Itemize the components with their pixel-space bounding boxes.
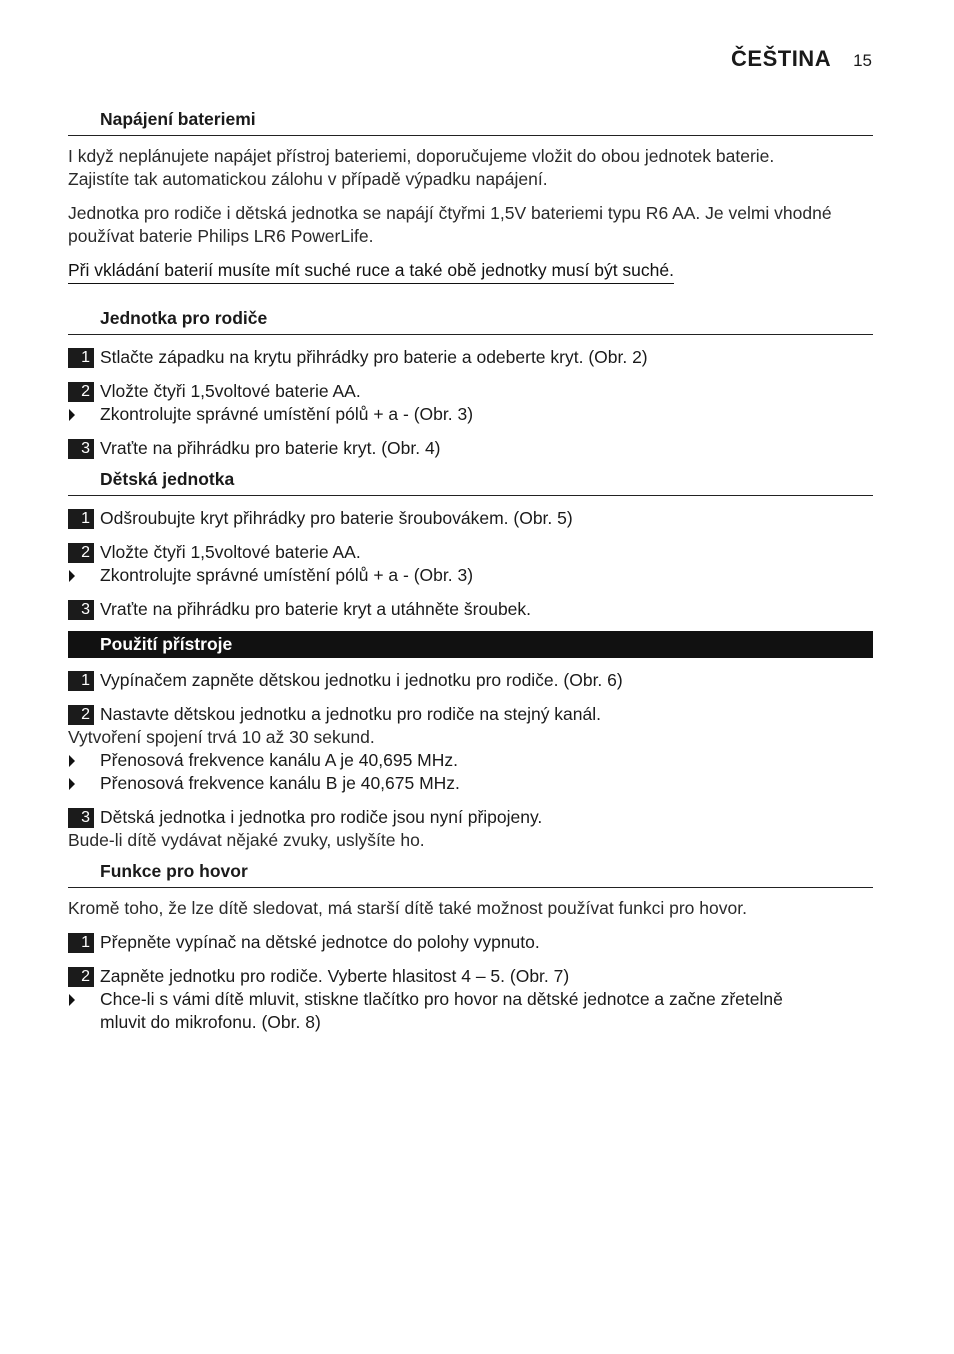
- usage-bullet-b: [68, 772, 873, 795]
- bullet-text-line1: Chce-li s vámi dítě mluvit, stiskne tlačítko pro hovor na dětské jednotce a začne zřetelně: [100, 989, 783, 1009]
- baby-step-1: [68, 507, 873, 530]
- step-number: 3: [68, 439, 94, 459]
- talk-bullet: [68, 988, 873, 1034]
- baby-step-2: [68, 541, 873, 564]
- bullet-triangle-icon: [69, 409, 75, 421]
- step-text: Přepněte vypínač na dětské jednotce do polohy vypnuto.: [100, 932, 540, 952]
- section-title-talk: Funkce pro hovor: [68, 856, 873, 888]
- batteries-warning: Při vkládání baterií musíte mít suché ruce a také obě jednotky musí být suché.: [68, 259, 674, 284]
- batteries-paragraph-2: [68, 202, 873, 248]
- step-number: 2: [68, 705, 94, 725]
- step-number: 1: [68, 933, 94, 953]
- step-text: Zapněte jednotku pro rodiče. Vyberte hlasitost 4 – 5. (Obr. 7): [100, 966, 570, 986]
- talk-intro: Kromě toho, že lze dítě sledovat, má starší dítě také možnost používat funkci pro hovor.: [68, 898, 747, 918]
- page-header: [731, 46, 872, 72]
- step-text: Vložte čtyři 1,5voltové baterie AA.: [100, 542, 361, 562]
- step-number: 2: [68, 543, 94, 563]
- bullet-text: Přenosová frekvence kanálu B je 40,675 MHz.: [100, 773, 460, 793]
- usage-step-3: [68, 806, 873, 829]
- step-text: Vložte čtyři 1,5voltové baterie AA.: [100, 381, 361, 401]
- step-text: Vraťte na přihrádku pro baterie kryt a utáhněte šroubek.: [100, 599, 532, 619]
- step-number: 2: [68, 382, 94, 402]
- step-text: Vypínačem zapněte dětskou jednotku i jednotku pro rodiče. (Obr. 6): [100, 670, 623, 690]
- parent-bullet: [68, 403, 873, 426]
- usage-step-2: [68, 703, 873, 726]
- section-title-batteries: Napájení bateriemi: [68, 104, 873, 136]
- section-title-parent-unit: Jednotka pro rodiče: [68, 303, 873, 335]
- baby-bullet: [68, 564, 873, 587]
- bullet-text-line2: mluvit do mikrofonu. (Obr. 8): [100, 1012, 321, 1032]
- step-number: 3: [68, 808, 94, 828]
- parent-step-1: [68, 346, 873, 369]
- step-text: Nastavte dětskou jednotku a jednotku pro rodiče na stejný kanál.: [100, 704, 602, 724]
- step-text: Odšroubujte kryt přihrádky pro baterie šroubovákem. (Obr. 5): [100, 508, 573, 528]
- baby-step-3: [68, 598, 873, 621]
- step-number: 2: [68, 967, 94, 987]
- section-title-baby-unit: Dětská jednotka: [68, 464, 873, 496]
- step-text: Vraťte na přihrádku pro baterie kryt. (Obr. 4): [100, 438, 441, 458]
- batteries-para1-line1: I když neplánujete napájet přístroj bateriemi, doporučujeme vložit do obou jednotek baterie.: [68, 146, 775, 166]
- bullet-triangle-icon: [69, 755, 75, 767]
- step-text: Dětská jednotka i jednotka pro rodiče jsou nyní připojeny.: [100, 807, 543, 827]
- page-content: [68, 104, 873, 1034]
- talk-step-2: [68, 965, 873, 988]
- parent-step-2: [68, 380, 873, 403]
- usage-bullet-a: [68, 749, 873, 772]
- step-number: 3: [68, 600, 94, 620]
- section-title-usage: Použití přístroje: [68, 631, 873, 658]
- step-number: 1: [68, 348, 94, 368]
- batteries-para2-line2: používat baterie Philips LR6 PowerLife.: [68, 226, 374, 246]
- bullet-triangle-icon: [69, 570, 75, 582]
- step-text: Stlačte západku na krytu přihrádky pro baterie a odeberte kryt. (Obr. 2): [100, 347, 648, 367]
- bullet-text: Zkontrolujte správné umístění pólů + a - (Obr. 3): [100, 565, 474, 585]
- bullet-triangle-icon: [69, 778, 75, 790]
- usage-step-1: [68, 669, 873, 692]
- bullet-text: Zkontrolujte správné umístění pólů + a - (Obr. 3): [100, 404, 474, 424]
- usage-note-connection: Vytvoření spojení trvá 10 až 30 sekund.: [68, 727, 375, 747]
- bullet-triangle-icon: [69, 994, 75, 1006]
- batteries-paragraph-1: [68, 145, 873, 191]
- page-number: 15: [853, 51, 872, 70]
- usage-note-sounds: Bude-li dítě vydávat nějaké zvuky, uslyšíte ho.: [68, 830, 425, 850]
- bullet-text: Přenosová frekvence kanálu A je 40,695 MHz.: [100, 750, 458, 770]
- step-number: 1: [68, 509, 94, 529]
- step-number: 1: [68, 671, 94, 691]
- batteries-para1-line2: Zajistíte tak automatickou zálohu v případě výpadku napájení.: [68, 169, 548, 189]
- batteries-para2-line1: Jednotka pro rodiče i dětská jednotka se napájí čtyřmi 1,5V bateriemi typu R6 AA. Je velmi vhodné: [68, 203, 832, 223]
- parent-step-3: [68, 437, 873, 460]
- language-label: ČEŠTINA: [731, 46, 832, 71]
- talk-step-1: [68, 931, 873, 954]
